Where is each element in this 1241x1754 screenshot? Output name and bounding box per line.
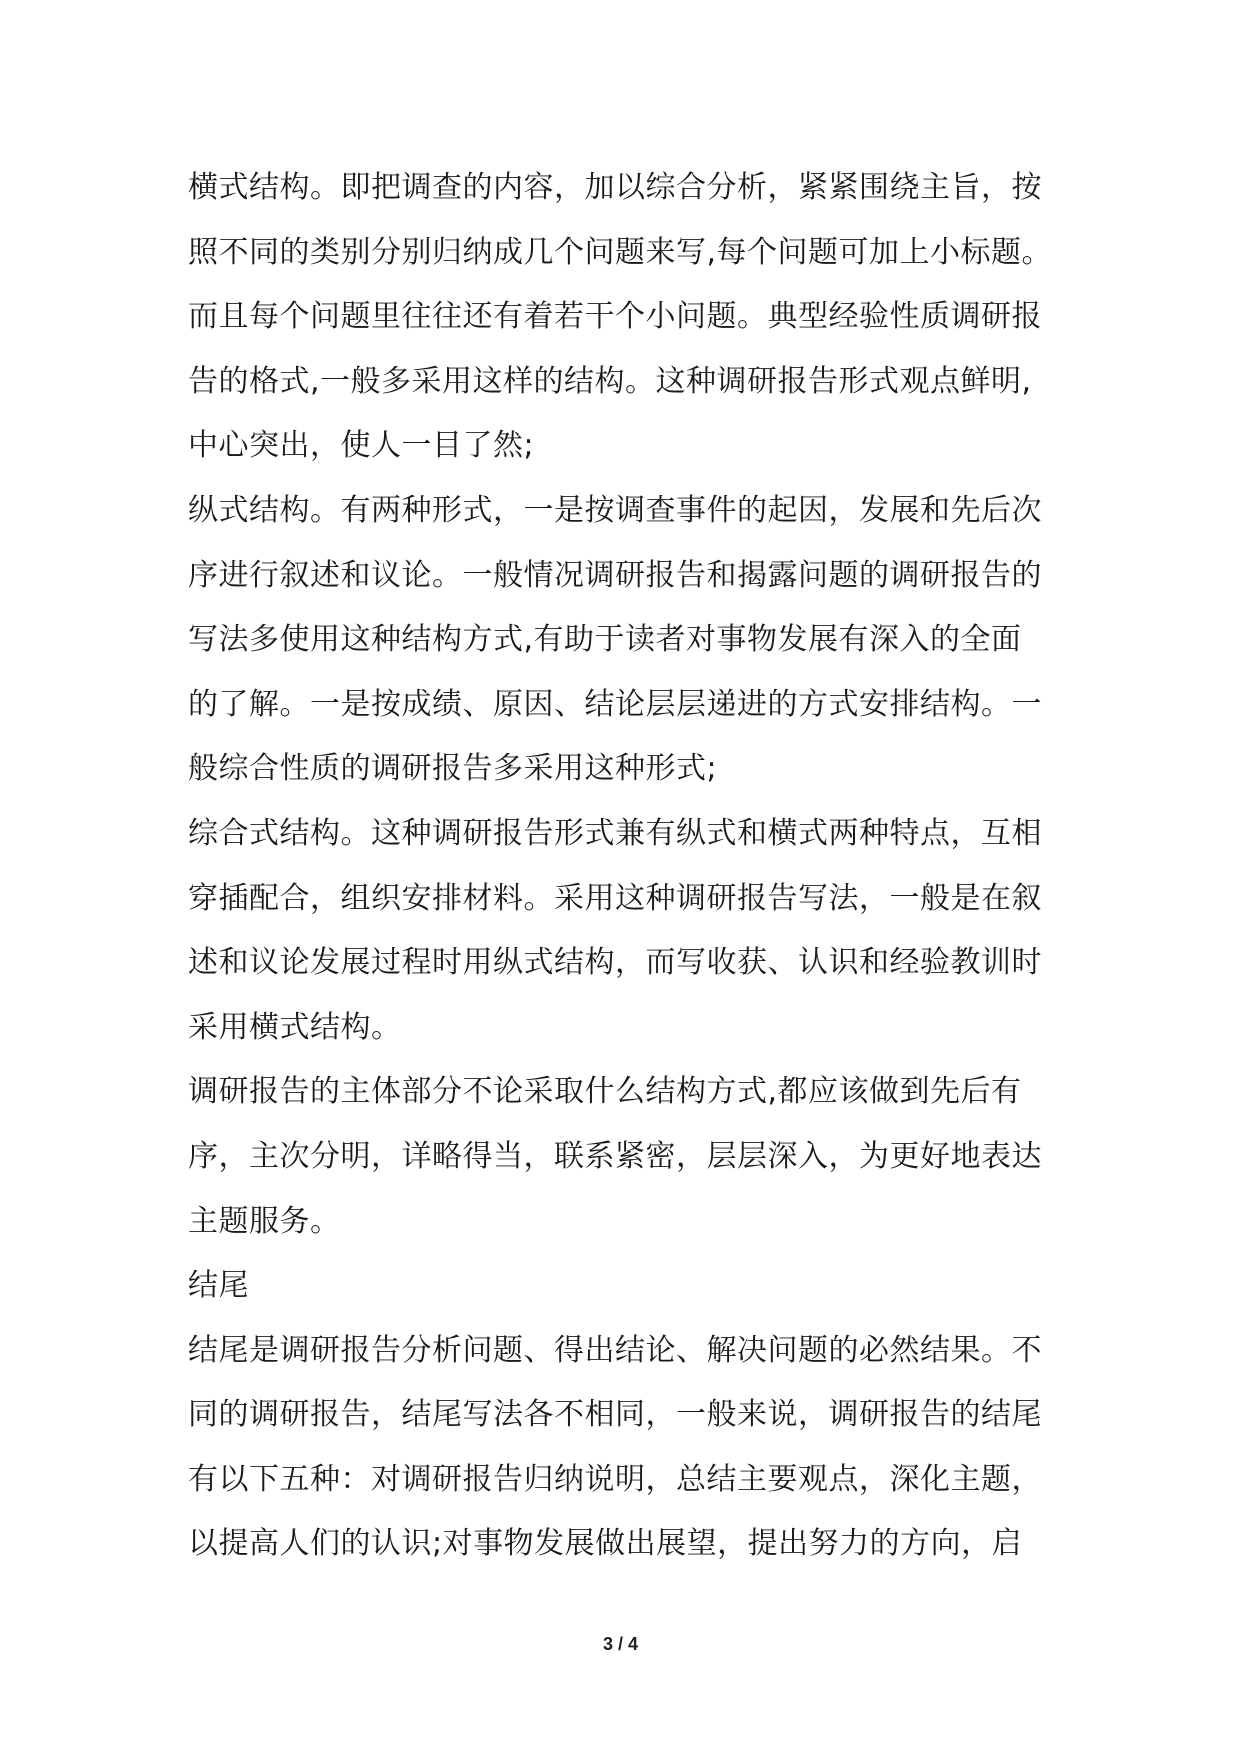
text-line: 结尾是调研报告分析问题、得出结论、解决问题的必然结果。不: [188, 1332, 1042, 1368]
text-line: 中心突出，使人一目了然;: [188, 428, 535, 464]
text-line: 调研报告的主体部分不论采取什么结构方式,都应该做到先后有: [188, 1074, 1022, 1110]
text-line: 告的格式,一般多采用这样的结构。这种调研报告形式观点鲜明,: [188, 363, 1032, 399]
page-number: 3 / 4: [602, 1634, 639, 1654]
text-line: 的了解。一是按成绩、原因、结论层层递进的方式安排结构。一: [188, 686, 1042, 722]
text-line: 穿插配合，组织安排材料。采用这种调研报告写法，一般是在叙: [188, 880, 1042, 916]
text-line: 般综合性质的调研报告多采用这种形式;: [188, 751, 718, 787]
section-heading: 结尾: [188, 1268, 249, 1304]
text-line: 采用横式结构。: [188, 1009, 402, 1045]
text-line: 纵式结构。有两种形式，一是按调查事件的起因，发展和先后次: [188, 492, 1042, 528]
body-text: [188, 156, 1088, 1577]
text-line: 序进行叙述和议论。一般情况调研报告和揭露问题的调研报告的: [188, 557, 1042, 593]
text-line: 序，主次分明，详略得当，联系紧密，层层深入，为更好地表达: [188, 1138, 1042, 1174]
text-line: 横式结构。即把调查的内容，加以综合分析，紧紧围绕主旨，按: [188, 170, 1042, 205]
text-line: 有以下五种：对调研报告归纳说明，总结主要观点，深化主题，: [188, 1461, 1042, 1497]
text-line: 综合式结构。这种调研报告形式兼有纵式和横式两种特点，互相: [188, 815, 1042, 851]
text-line: 而且每个问题里往往还有着若干个小问题。典型经验性质调研报: [188, 299, 1042, 335]
text-line: 述和议论发展过程时用纵式结构，而写收获、认识和经验教训时: [188, 945, 1042, 981]
text-line: 以提高人们的认识;对事物发展做出展望，提出努力的方向，启: [188, 1526, 1023, 1562]
text-line: 主题服务。: [188, 1203, 341, 1239]
text-line: 照不同的类别分别归纳成几个问题来写,每个问题可加上小标题。: [188, 234, 1053, 270]
text-line: 同的调研报告，结尾写法各不相同，一般来说，调研报告的结尾: [188, 1397, 1042, 1433]
text-line: 写法多使用这种结构方式,有助于读者对事物发展有深入的全面: [188, 622, 1022, 658]
